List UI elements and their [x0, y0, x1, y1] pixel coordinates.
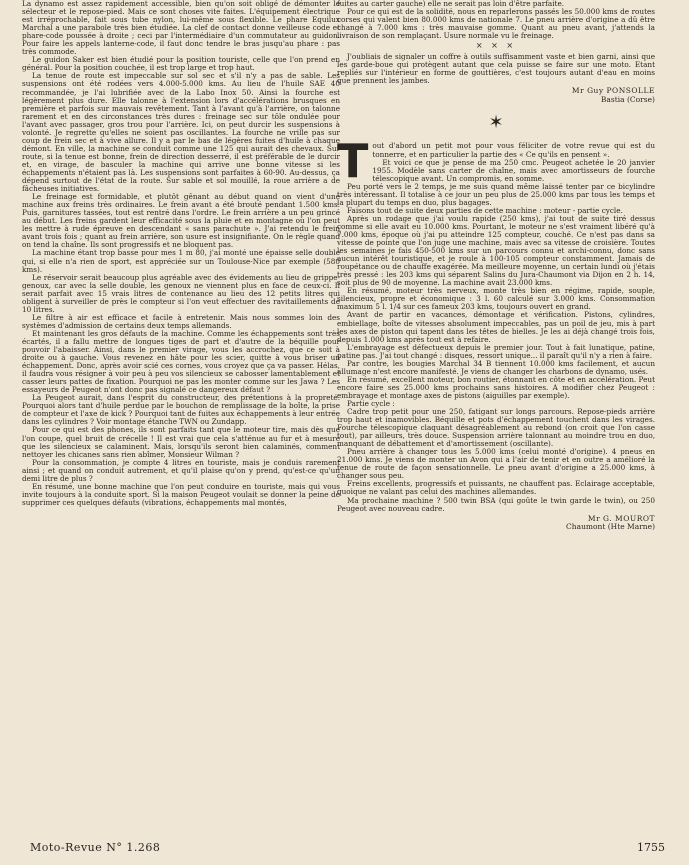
paragraph: Le filtre à air est efficace et facile à entretenir. Mais nous sommes loin des systèmes d'admission de certains deux temps allemands.	[22, 312, 340, 330]
paragraph: Avant de partir en vacances, démontage et vérification. Pistons, cylindres, embiellage, boîte de vitesses absolument impeccables, pas un poil de jeu, mis à part les axes de piston qui tapent dans les têtes de bielles. Je les ai déjà changé trois fois, depuis 1.000 kms après tout est à refaire.	[337, 310, 655, 344]
star-icon: ✶	[488, 112, 504, 134]
paragraph: Le freinage est formidable, et plutôt gênant au début quand on vient d'une machine aux freins très ordinaires. Le frein avant a été brouté pendant 1.500 kms. Puis, garnitures tassées, tout est rentré dans l'ordre. Le frein arrière a un peu grincé au début. Les freins gardent leur efficacité sous la pluie et en montagne où l'on peut les mettre à rude épreuve en descendant « sans parachute ». J'ai retendu le frein avant trois fois ; quant au frein arrière, son usure est insignifiante. On le règle quand on tend la chaîne. Ils sont progressifs et ne bloquent pas.	[22, 192, 340, 250]
signature-mourot	[337, 515, 655, 532]
paragraph: Pneu arrière à changer tous les 5.000 kms (celui monté d'origine). 4 pneus en 21.000 kms. Je viens de monter un Avon qui a l'air de tenir et en outre a amélioré la tenue de route de façon sensationnelle. Le pneu avant d'origine a 25.000 kms, à changer sous peu.	[337, 447, 655, 481]
letter-opening-text: out d'abord un petit mot pour vous féliciter de votre revue qui est du tonnerre, et en particulier la partie des « Ce qu'ils en pensent ».	[372, 141, 655, 159]
signature-place: Chaumont (Hte Marne)	[566, 522, 655, 532]
paragraph: Peu porté vers le 2 temps, je me suis quand même laissé tenter par ce bicylindre très intéressant. Il totalise à ce jour un peu plus de 25.000 kms par tous les temps et la plupart du temps en duo, plus bagages.	[337, 181, 655, 207]
magazine-issue: Moto-Revue N° 1.268	[30, 841, 161, 854]
dropcap-letter: T	[337, 134, 369, 189]
signature-name: Mr G. MOUROT	[587, 513, 655, 523]
paragraph: Après un rodage que j'ai voulu rapide (250 kms), j'ai tout de suite tiré dessus comme si elle avait eu 10.000 kms. Pourtant, le moteur ne s'est vraiment libéré qu'à 7.000 kms, époque où j'ai pu atteindre 125 compteur, couché. Ce n'est pas dans sa vitesse de pointe que l'on juge une machine, mais avec sa vitesse de croisière. Toutes les semaines je fais 450-500 kms sur un parcours connu et archi-connu, donc sans aucun intérêt touristique, et je roule à 100-105 compteur constamment. Jamais de roupétance ou de chauffe exagérée. Ma meilleure moyenne, un certain lundi où j'étais très pressé : les 203 kms qui séparent Salins du Jura-Chaumont via Dijon en 2 h. 14, soit plus de 90 de moyenne. La machine avait 23.000 kms.	[337, 213, 655, 288]
paragraph: En résumé, moteur très nerveux, monte très bien en régime, rapide, souple, silencieux, propre et économique : 3 l. 60 calculé sur 3.000 kms. Consommation maximum 5 l. 1/4 sur ces fameux 203 kms, toujours ouvert en grand.	[337, 286, 655, 312]
paragraph: En résumé, excellent moteur, bon routier, étonnant en côte et en accélération. Peut encore faire ses 25.000 kms prochains sans histoires. A modifier chez Peugeot : embrayage et montage axes de pistons (aiguilles par exemple).	[337, 374, 655, 400]
paragraph: Par contre, les bougies Marchal 34 B tiennent 10.000 kms facilement, et aucun allumage n'est encore manifesté. Je viens de changer les charbons de dynamo, usés.	[337, 358, 655, 376]
page-number: 1755	[637, 841, 665, 854]
paragraph: En résumé, une bonne machine que l'on peut conduire en touriste, mais qui vous invite toujours à la conduite sport. Si la maison Peugeot voulait se donner la peine de supprimer ces quelques défauts (vibrations, échappements mal montés,	[22, 481, 340, 507]
right-column	[337, 0, 655, 532]
paragraph: Le guidon Saker est bien étudié pour la position touriste, celle que l'on prend en général. Pour la position couchée, il est trop large et trop haut.	[22, 55, 340, 73]
paragraph: Et maintenant les gros défauts de la machine. Comme les échappements sont très écartés, il a fallu mettre de longues tiges de part et d'autre de la béquille pour pouvoir l'abaisser. Ainsi, dans le premier virage, vous les accrochez, que ce soit à droite ou à gauche. Vous revenez en hâte pour les scier, quitte à vous briser un échappement. Donc, après avoir scié ces cornes, vous croyez que ça va passer. Hélas, il faudra vous résigner à voir peu à peu vos silencieux se cabosser lamentablement et casser leurs pattes de fixation. Pourquoi ne pas les monter comme sur les Jawa ? Les essayeurs de Peugeot n'ont donc pas signalé ce dangereux défaut ?	[22, 328, 340, 395]
paragraph: Freins excellents, progressifs et puissants, ne chauffent pas. Eclairage acceptable, quoique ne valant pas celui des machines allemandes.	[337, 479, 655, 497]
signature-name: Mr Guy PONSOLLE	[571, 86, 655, 96]
paragraph: Ma prochaine machine ? 500 twin BSA (qui goûte le twin garde le twin), ou 250 Peugeot avec nouveau cadre.	[337, 495, 655, 513]
paragraph: Pour ce qui est des phones, ils sont parfaits tant que le moteur tire, mais dès que l'on coupe, quel bruit de crécelle ! Il est vrai que cela s'atténue au fur et à mesure que les silencieux se calaminent. Mais, lorsqu'ils seront bien calaminés, comment nettoyer les chicanes sans rien abîmer, Monsieur Wilman ?	[22, 425, 340, 459]
paragraph: Et voici ce que je pense de ma 250 cmc. Peugeot achetée le 20 janvier 1955. Modèle sans carter de chaîne, mais avec amortisseurs de fourche télescopique avant. Un compromis, en somme.	[372, 157, 655, 183]
paragraph: Pour la consommation, je compte 4 litres en touriste, mais je conduis rarement ainsi ; et quand on conduit autrement, et qu'il plaise qu'on y prend, qu'est-ce qu'un demi litre de plus ?	[22, 457, 340, 483]
paragraph: fuites au carter gauche) elle ne serait pas loin d'être parfaite.	[337, 0, 565, 8]
paragraph: La Peugeot aurait, dans l'esprit du constructeur, des prétentions à la propreté. Pourquoi alors tant d'huile perdue par le bouchon de remplissage de la boîte, la prise de compteur et l'axe de kick ? Pourquoi tant de fuites aux échappements à leur entrée dans les cylindres ? Voir montage étanche TWN ou Zundapp.	[22, 393, 340, 427]
page-footer	[0, 833, 689, 861]
left-column	[22, 0, 340, 507]
signature-ponsolle	[337, 87, 655, 104]
paragraph: Le réservoir serait beaucoup plus agréable avec des évidements au lieu de grippe-genoux, car avec la selle double, les genoux ne viennent plus en face de ceux-ci. Il serait parfait avec 15 vrais litres de contenance au lieu des 12 petits litres qui obligent à surveiller de près le compteur si l'on veut effectuer des ravitaillements de 10 litres.	[22, 272, 340, 314]
paragraph: La dynamo est assez rapidement accessible, bien qu'on soit obligé de démonter le sélecteur et le repose-pied. Mais ce sont choses vite faites. L'équipement électrique est irréprochable, fait sous tube nylon, lui-même sous flexible. Le phare Equilux Marchal a une parabole très bien étudiée. La clef de contact donne veilleuse code et phare-code poussée à droite ; ceci par l'intermédiaire d'un commutateur au guidon. Pour faire les appels lanterne-code, il faut donc tendre le bras jusqu'au phare : pas très commode.	[22, 0, 340, 57]
paragraph: L'embrayage est défectueux depuis le premier jour. Tout à fait lunatique, patine, patine pas. J'ai tout changé : disques, ressort unique... il paraît qu'il n'y a rien à faire.	[337, 342, 655, 360]
paragraph: La tenue de route est impeccable sur sol sec et s'il n'y a pas de sable. Les suspensions ont été rodées vers 4.000-5.000 kms. Au lieu de l'huile SAE 40 recommandée, je l'ai lubrifiée avec de la Labo Inox 50. Ainsi la fourche est légèrement plus dure. Elle talonne à l'extension lors d'accélérations brusques en première et parfois sur mauvais revêtement. Tant à l'avant qu'à l'arrière, on talonne rarement et en des circonstances très dures : freinage sec sur tôle ondulée pour l'avant avec passager, gros trou pour l'arrière. Ici, on peut durcir les suspensions à volonté. Je regrette qu'elles ne soient pas oscillantes. La fourche ne vrille pas sur coup de frein sec et à vive allure. Il y a par le bas de légères fuites d'huile à chaque démont. En ville, la machine se conduit comme une 125 qui aurait des chevaux. Sur route, si la tenue est bonne, frein de direction desserré, il est préférable de le durcir et, en virage, de basculer la machine qui arrive une bonne vitesse si les échappements n'étaient pas là. Les suspensions sont parfaites à 60-90. Au-dessus, ça dépend surtout de l'état de la route. Sur sable et sol mouillé, la roue arrière a de fâcheuses initiatives.	[22, 71, 340, 194]
paragraph: Partie cycle :	[347, 398, 395, 408]
section-separator: × × ×	[475, 41, 517, 51]
paragraph: Faisons tout de suite deux parties de cette machine : moteur - partie cycle.	[347, 205, 623, 215]
paragraph: La machine étant trop basse pour mes 1 m 80, j'ai monté une épaisse selle double qui, si elle n'a rien de sport, est appréciée sur un Toulouse-Nice par exemple (580 kms).	[22, 248, 340, 274]
paragraph: Pour ce qui est de la solidité, nous en reparlerons passés les 50.000 kms de routes corses qui valent bien 80.000 kms de nationale 7. Le pneu arrière d'origine a dû être changé à 7.000 kms : très mauvaise gomme. Quant au pneu avant, j'attends la livraison de son remplaçant. Usure normale vu le freinage.	[337, 7, 655, 41]
paragraph: J'oubliais de signaler un coffre à outils suffisamment vaste et bien garni, ainsi que les garde-boue qui protègent autant que cela puisse se faire sur une moto. Etant repliés sur l'intérieur en forme de gouttières, c'est toujours autant d'eau en moins que prennent les jambes.	[337, 52, 655, 86]
paragraph: Cadre trop petit pour une 250, fatigant sur longs parcours. Repose-pieds arrière trop haut et inamovibles. Béquille et pots d'échappement touchent dans les virages. Fourche télescopique claquant désagréablement au rebond (on croit que l'on casse tout), par ailleurs, très douce. Suspension arrière talonnant au moindre trou en duo, manquant de débattement et d'amortissement (oscillante).	[337, 407, 655, 449]
signature-place: Bastia (Corse)	[600, 94, 655, 104]
